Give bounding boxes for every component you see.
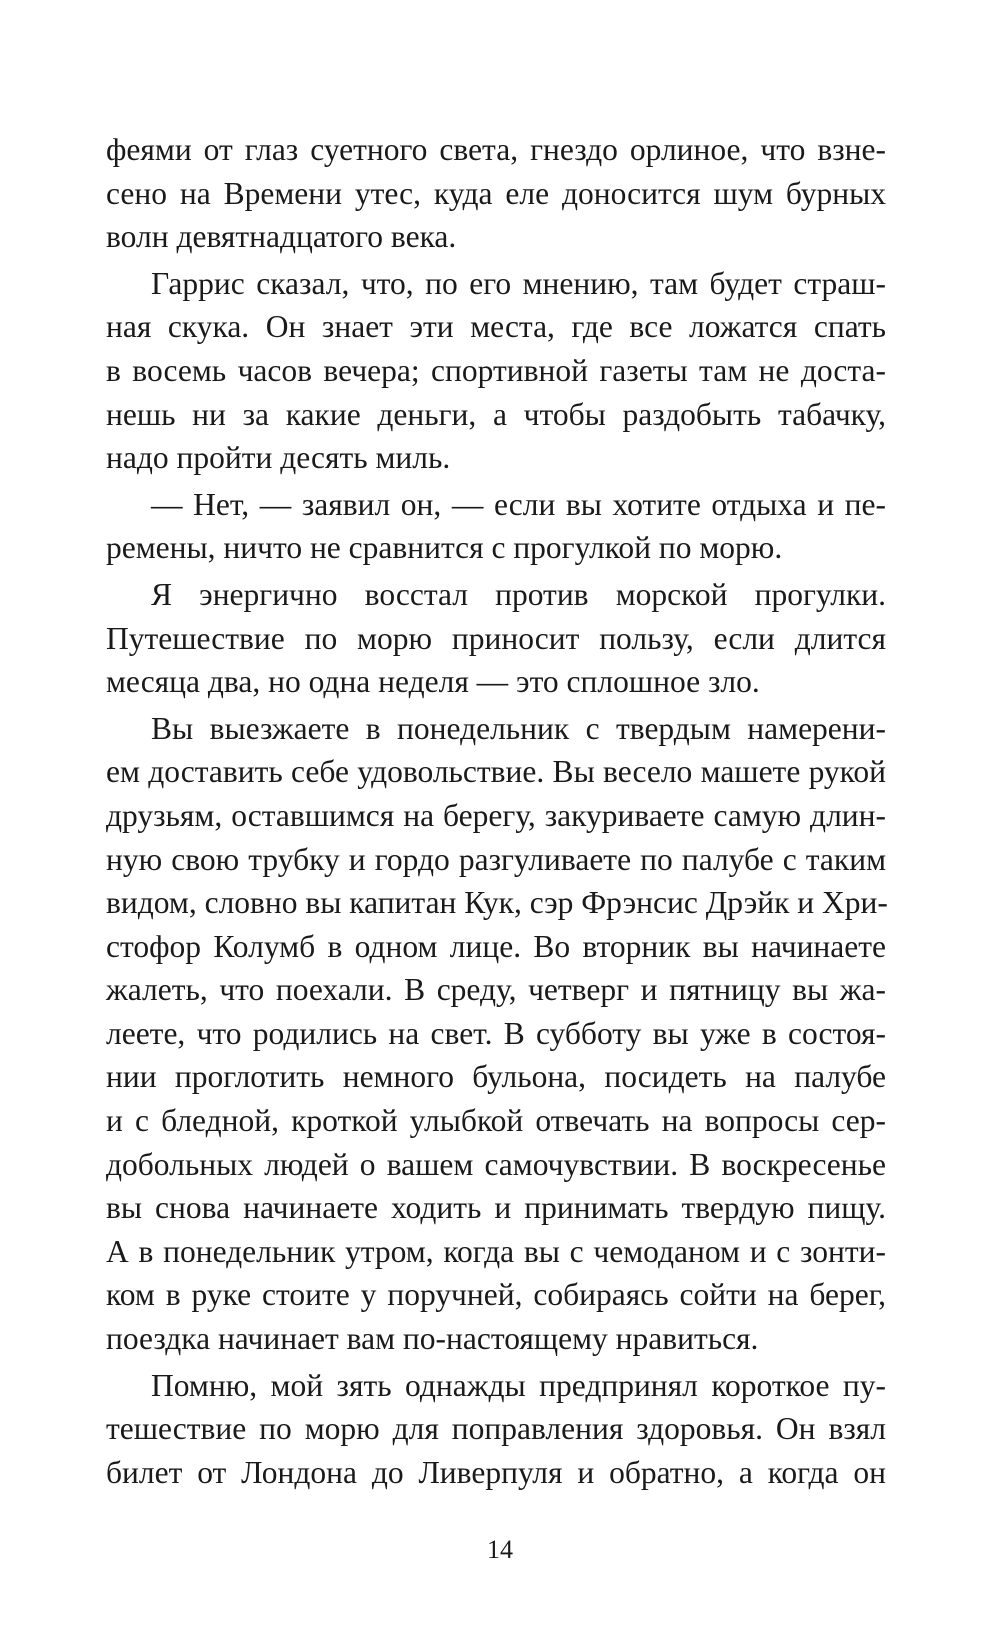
text-line: видом, словно вы капитан Кук, сэр Фрэнсис Дрэйк и Хри- xyxy=(106,885,888,921)
paragraph xyxy=(106,1364,886,1495)
paragraph xyxy=(106,262,886,480)
text-line: жалеть, что поехали. В среду, четверг и пятницу вы жа- xyxy=(106,972,886,1008)
text-line: месяца два, но одна неделя — это сплошное зло. xyxy=(106,664,760,700)
text-line: Я энергично восстал против морской прогулки. xyxy=(151,576,886,612)
text-line: А в понедельник утром, когда вы с чемоданом и с зонти- xyxy=(106,1233,886,1269)
text-line: ком в руке стоите у поручней, собираясь сойти на берег, xyxy=(106,1277,886,1313)
text-line: ная скука. Он знает эти места, где все ложатся спать xyxy=(106,309,886,345)
text-line: друзьям, оставшимся на берегу, закуриваете самую длин- xyxy=(106,797,886,833)
text-line: вы снова начинаете ходить и принимать твердую пищу. xyxy=(106,1190,886,1226)
text-line: билет от Лондона до Ливерпуля и обратно, а когда он xyxy=(106,1454,886,1490)
text-line: нешь ни за какие деньги, а чтобы раздобыть табачку, xyxy=(106,396,886,432)
text-line: добольных людей о вашем самочувствии. В воскресенье xyxy=(106,1146,886,1182)
page-number: 14 xyxy=(487,1535,513,1564)
text-line: — Нет, — заявил он, — если вы хотите отдыха и пе- xyxy=(151,486,886,522)
text-line: поездка начинает вам по-настоящему нравиться. xyxy=(106,1321,759,1357)
body-text xyxy=(106,128,886,1494)
paragraph xyxy=(106,707,886,1361)
text-line: Помню, мой зять однажды предпринял короткое пу- xyxy=(151,1367,886,1403)
text-line: сено на Времени утес, куда еле доносится шум бурных xyxy=(106,175,886,211)
paragraph xyxy=(106,483,886,570)
text-line: феями от глаз суетного света, гнездо орлиное, что взне- xyxy=(106,132,886,167)
text-line: нии проглотить немного бульона, посидеть на палубе xyxy=(106,1059,886,1095)
text-line: волн девятнадцатого века. xyxy=(106,219,457,255)
text-line: леете, что родились на свет. В субботу вы уже в состоя- xyxy=(106,1015,886,1051)
text-line: тешествие по морю для поправления здоровья. Он взял xyxy=(106,1411,886,1447)
text-line: в восемь часов вечера; спортивной газеты там не доста- xyxy=(106,352,886,388)
text-line: стофор Колумб в одном лице. Во вторник вы начинаете xyxy=(106,928,886,964)
text-line: Путешествие по морю приносит пользу, если длится xyxy=(106,620,886,656)
text-line: ную свою трубку и гордо разгуливаете по палубе с таким xyxy=(106,841,886,877)
text-line: Гаррис сказал, что, по его мнению, там будет страш- xyxy=(151,265,886,301)
text-line: ремены, ничто не сравнится с прогулкой по морю. xyxy=(106,530,783,566)
text-line: Вы выезжаете в понедельник с твердым намерени- xyxy=(151,710,886,746)
text-line: надо пройти десять миль. xyxy=(106,440,451,476)
paragraph xyxy=(106,573,886,704)
text-line: ем доставить себе удовольствие. Вы весело машете рукой xyxy=(106,754,886,790)
paragraph xyxy=(106,128,886,259)
text-line: и с бледной, кроткой улыбкой отвечать на вопросы сер- xyxy=(106,1103,886,1139)
